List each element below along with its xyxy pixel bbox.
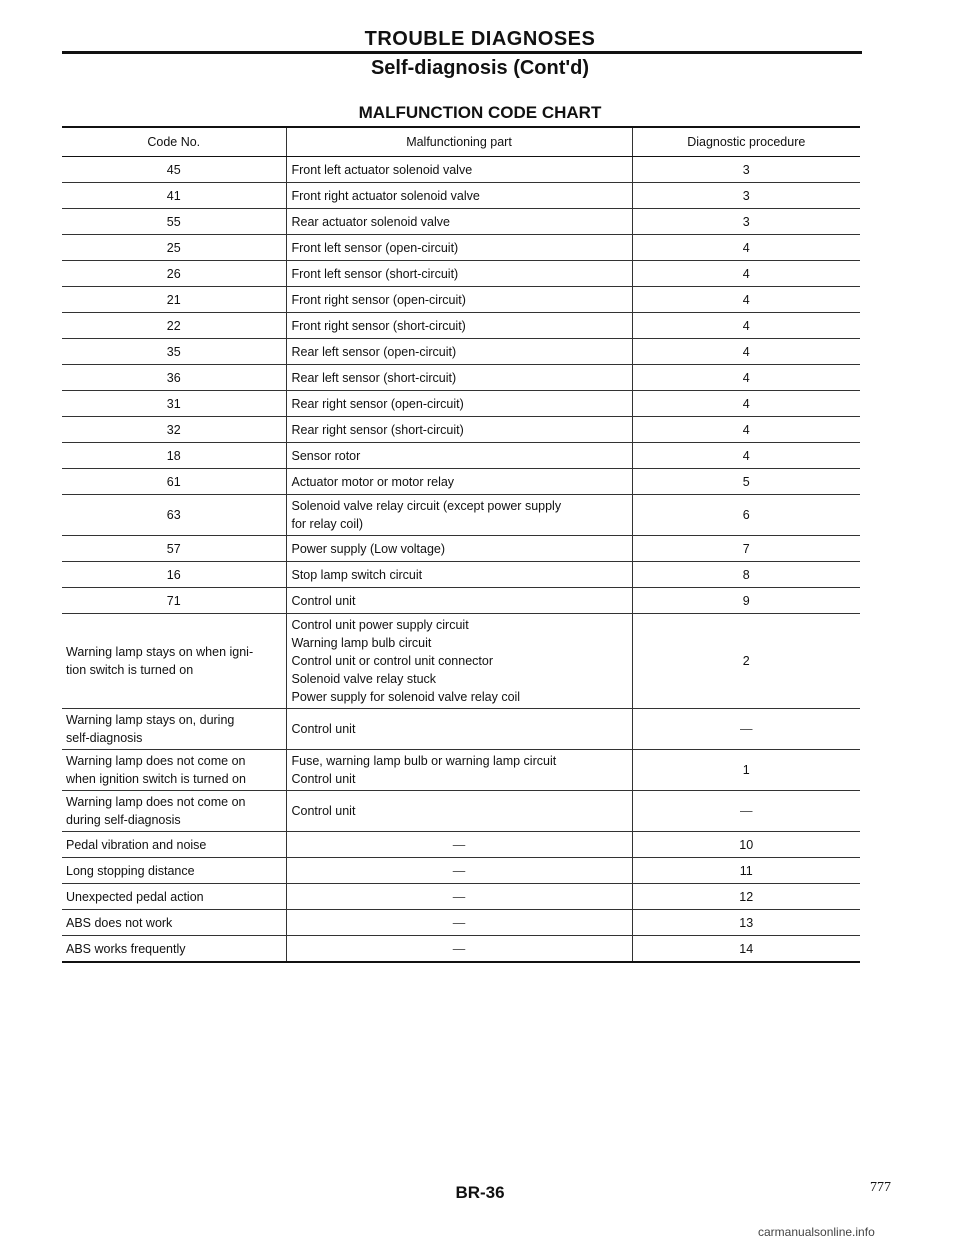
code-cell: 57 (62, 536, 286, 562)
part-cell: Rear left sensor (short-circuit) (286, 365, 632, 391)
symptom-cell: Unexpected pedal action (62, 884, 286, 910)
code-cell: 16 (62, 562, 286, 588)
part-cell: Front right sensor (short-circuit) (286, 313, 632, 339)
code-cell: 25 (62, 235, 286, 261)
table-row (62, 884, 860, 910)
table-row (62, 936, 860, 963)
part-cell: Front right actuator solenoid valve (286, 183, 632, 209)
column-header-procedure: Diagnostic procedure (632, 127, 860, 157)
part-cell: Power supply (Low voltage) (286, 536, 632, 562)
table-row (62, 832, 860, 858)
procedure-cell: — (632, 791, 860, 832)
code-cell: 71 (62, 588, 286, 614)
code-cell: 18 (62, 443, 286, 469)
column-header-code: Code No. (62, 127, 286, 157)
procedure-cell: 4 (632, 417, 860, 443)
symptom-cell: ABS does not work (62, 910, 286, 936)
procedure-cell: — (632, 709, 860, 750)
table-row (62, 709, 860, 750)
part-cell: Stop lamp switch circuit (286, 562, 632, 588)
symptom-cell: Long stopping distance (62, 858, 286, 884)
code-cell: 21 (62, 287, 286, 313)
procedure-cell: 6 (632, 495, 860, 536)
code-cell: 35 (62, 339, 286, 365)
code-cell: 61 (62, 469, 286, 495)
code-cell: 36 (62, 365, 286, 391)
table-row (62, 858, 860, 884)
procedure-cell: 5 (632, 469, 860, 495)
code-cell: 22 (62, 313, 286, 339)
code-cell: 31 (62, 391, 286, 417)
table-row (62, 791, 860, 832)
symptom-cell: Warning lamp does not come on during self-diagnosis (62, 791, 286, 832)
procedure-cell: 13 (632, 910, 860, 936)
part-cell: Solenoid valve relay circuit (except power supply for relay coil) (286, 495, 632, 536)
table-row (62, 157, 860, 183)
header-rule (62, 51, 862, 54)
table-row (62, 910, 860, 936)
part-cell: Rear right sensor (open-circuit) (286, 391, 632, 417)
procedure-cell: 8 (632, 562, 860, 588)
table-row (62, 313, 860, 339)
procedure-cell: 11 (632, 858, 860, 884)
table-row (62, 750, 860, 791)
procedure-cell: 4 (632, 261, 860, 287)
part-cell: Control unit (286, 709, 632, 750)
part-cell: — (286, 884, 632, 910)
code-cell: 63 (62, 495, 286, 536)
code-cell: 32 (62, 417, 286, 443)
procedure-cell: 3 (632, 183, 860, 209)
table-header (62, 127, 860, 157)
part-cell: Front right sensor (open-circuit) (286, 287, 632, 313)
table-row (62, 588, 860, 614)
part-cell: Front left sensor (short-circuit) (286, 261, 632, 287)
part-cell: — (286, 936, 632, 963)
symptom-cell: Warning lamp stays on when igni- tion switch is turned on (62, 614, 286, 709)
procedure-cell: 4 (632, 443, 860, 469)
procedure-cell: 4 (632, 391, 860, 417)
page-sequence-number: 777 (870, 1180, 891, 1195)
code-cell: 41 (62, 183, 286, 209)
part-cell: Rear actuator solenoid valve (286, 209, 632, 235)
table-row (62, 183, 860, 209)
table-row (62, 391, 860, 417)
part-cell: Front left sensor (open-circuit) (286, 235, 632, 261)
procedure-cell: 3 (632, 157, 860, 183)
page-number: BR-36 (455, 1183, 505, 1202)
section-title: TROUBLE DIAGNOSES (364, 28, 596, 50)
part-cell: — (286, 858, 632, 884)
symptom-cell: Warning lamp stays on, during self-diagnosis (62, 709, 286, 750)
procedure-cell: 4 (632, 339, 860, 365)
procedure-cell: 14 (632, 936, 860, 963)
part-cell: — (286, 910, 632, 936)
part-cell: Fuse, warning lamp bulb or warning lamp circuit Control unit (286, 750, 632, 791)
part-cell: — (286, 832, 632, 858)
procedure-cell: 7 (632, 536, 860, 562)
table-row (62, 287, 860, 313)
table-row (62, 614, 860, 709)
procedure-cell: 4 (632, 235, 860, 261)
table-row (62, 562, 860, 588)
part-cell: Control unit (286, 791, 632, 832)
procedure-cell: 4 (632, 287, 860, 313)
watermark: carmanualsonline.info (758, 1225, 875, 1239)
symptom-cell: ABS works frequently (62, 936, 286, 963)
part-cell: Control unit power supply circuit Warning lamp bulb circuit Control unit or control unit connector Solenoid valve relay stuck Power supply for solenoid valve relay coil (286, 614, 632, 709)
malfunction-code-table (62, 126, 860, 963)
table-row (62, 339, 860, 365)
symptom-cell: Pedal vibration and noise (62, 832, 286, 858)
procedure-cell: 10 (632, 832, 860, 858)
table-row (62, 365, 860, 391)
part-cell: Front left actuator solenoid valve (286, 157, 632, 183)
part-cell: Sensor rotor (286, 443, 632, 469)
table-body (62, 157, 860, 963)
part-cell: Control unit (286, 588, 632, 614)
chart-title: MALFUNCTION CODE CHART (358, 103, 602, 122)
table-row (62, 235, 860, 261)
table-row (62, 261, 860, 287)
part-cell: Rear left sensor (open-circuit) (286, 339, 632, 365)
table-row (62, 209, 860, 235)
part-cell: Rear right sensor (short-circuit) (286, 417, 632, 443)
procedure-cell: 2 (632, 614, 860, 709)
code-cell: 55 (62, 209, 286, 235)
code-cell: 45 (62, 157, 286, 183)
table-row (62, 495, 860, 536)
procedure-cell: 4 (632, 365, 860, 391)
code-cell: 26 (62, 261, 286, 287)
section-subtitle: Self-diagnosis (Cont'd) (370, 57, 590, 79)
column-header-part: Malfunctioning part (286, 127, 632, 157)
procedure-cell: 1 (632, 750, 860, 791)
table-row (62, 417, 860, 443)
table-row (62, 443, 860, 469)
procedure-cell: 9 (632, 588, 860, 614)
procedure-cell: 4 (632, 313, 860, 339)
procedure-cell: 3 (632, 209, 860, 235)
table-row (62, 469, 860, 495)
symptom-cell: Warning lamp does not come on when ignition switch is turned on (62, 750, 286, 791)
procedure-cell: 12 (632, 884, 860, 910)
part-cell: Actuator motor or motor relay (286, 469, 632, 495)
table-row (62, 536, 860, 562)
